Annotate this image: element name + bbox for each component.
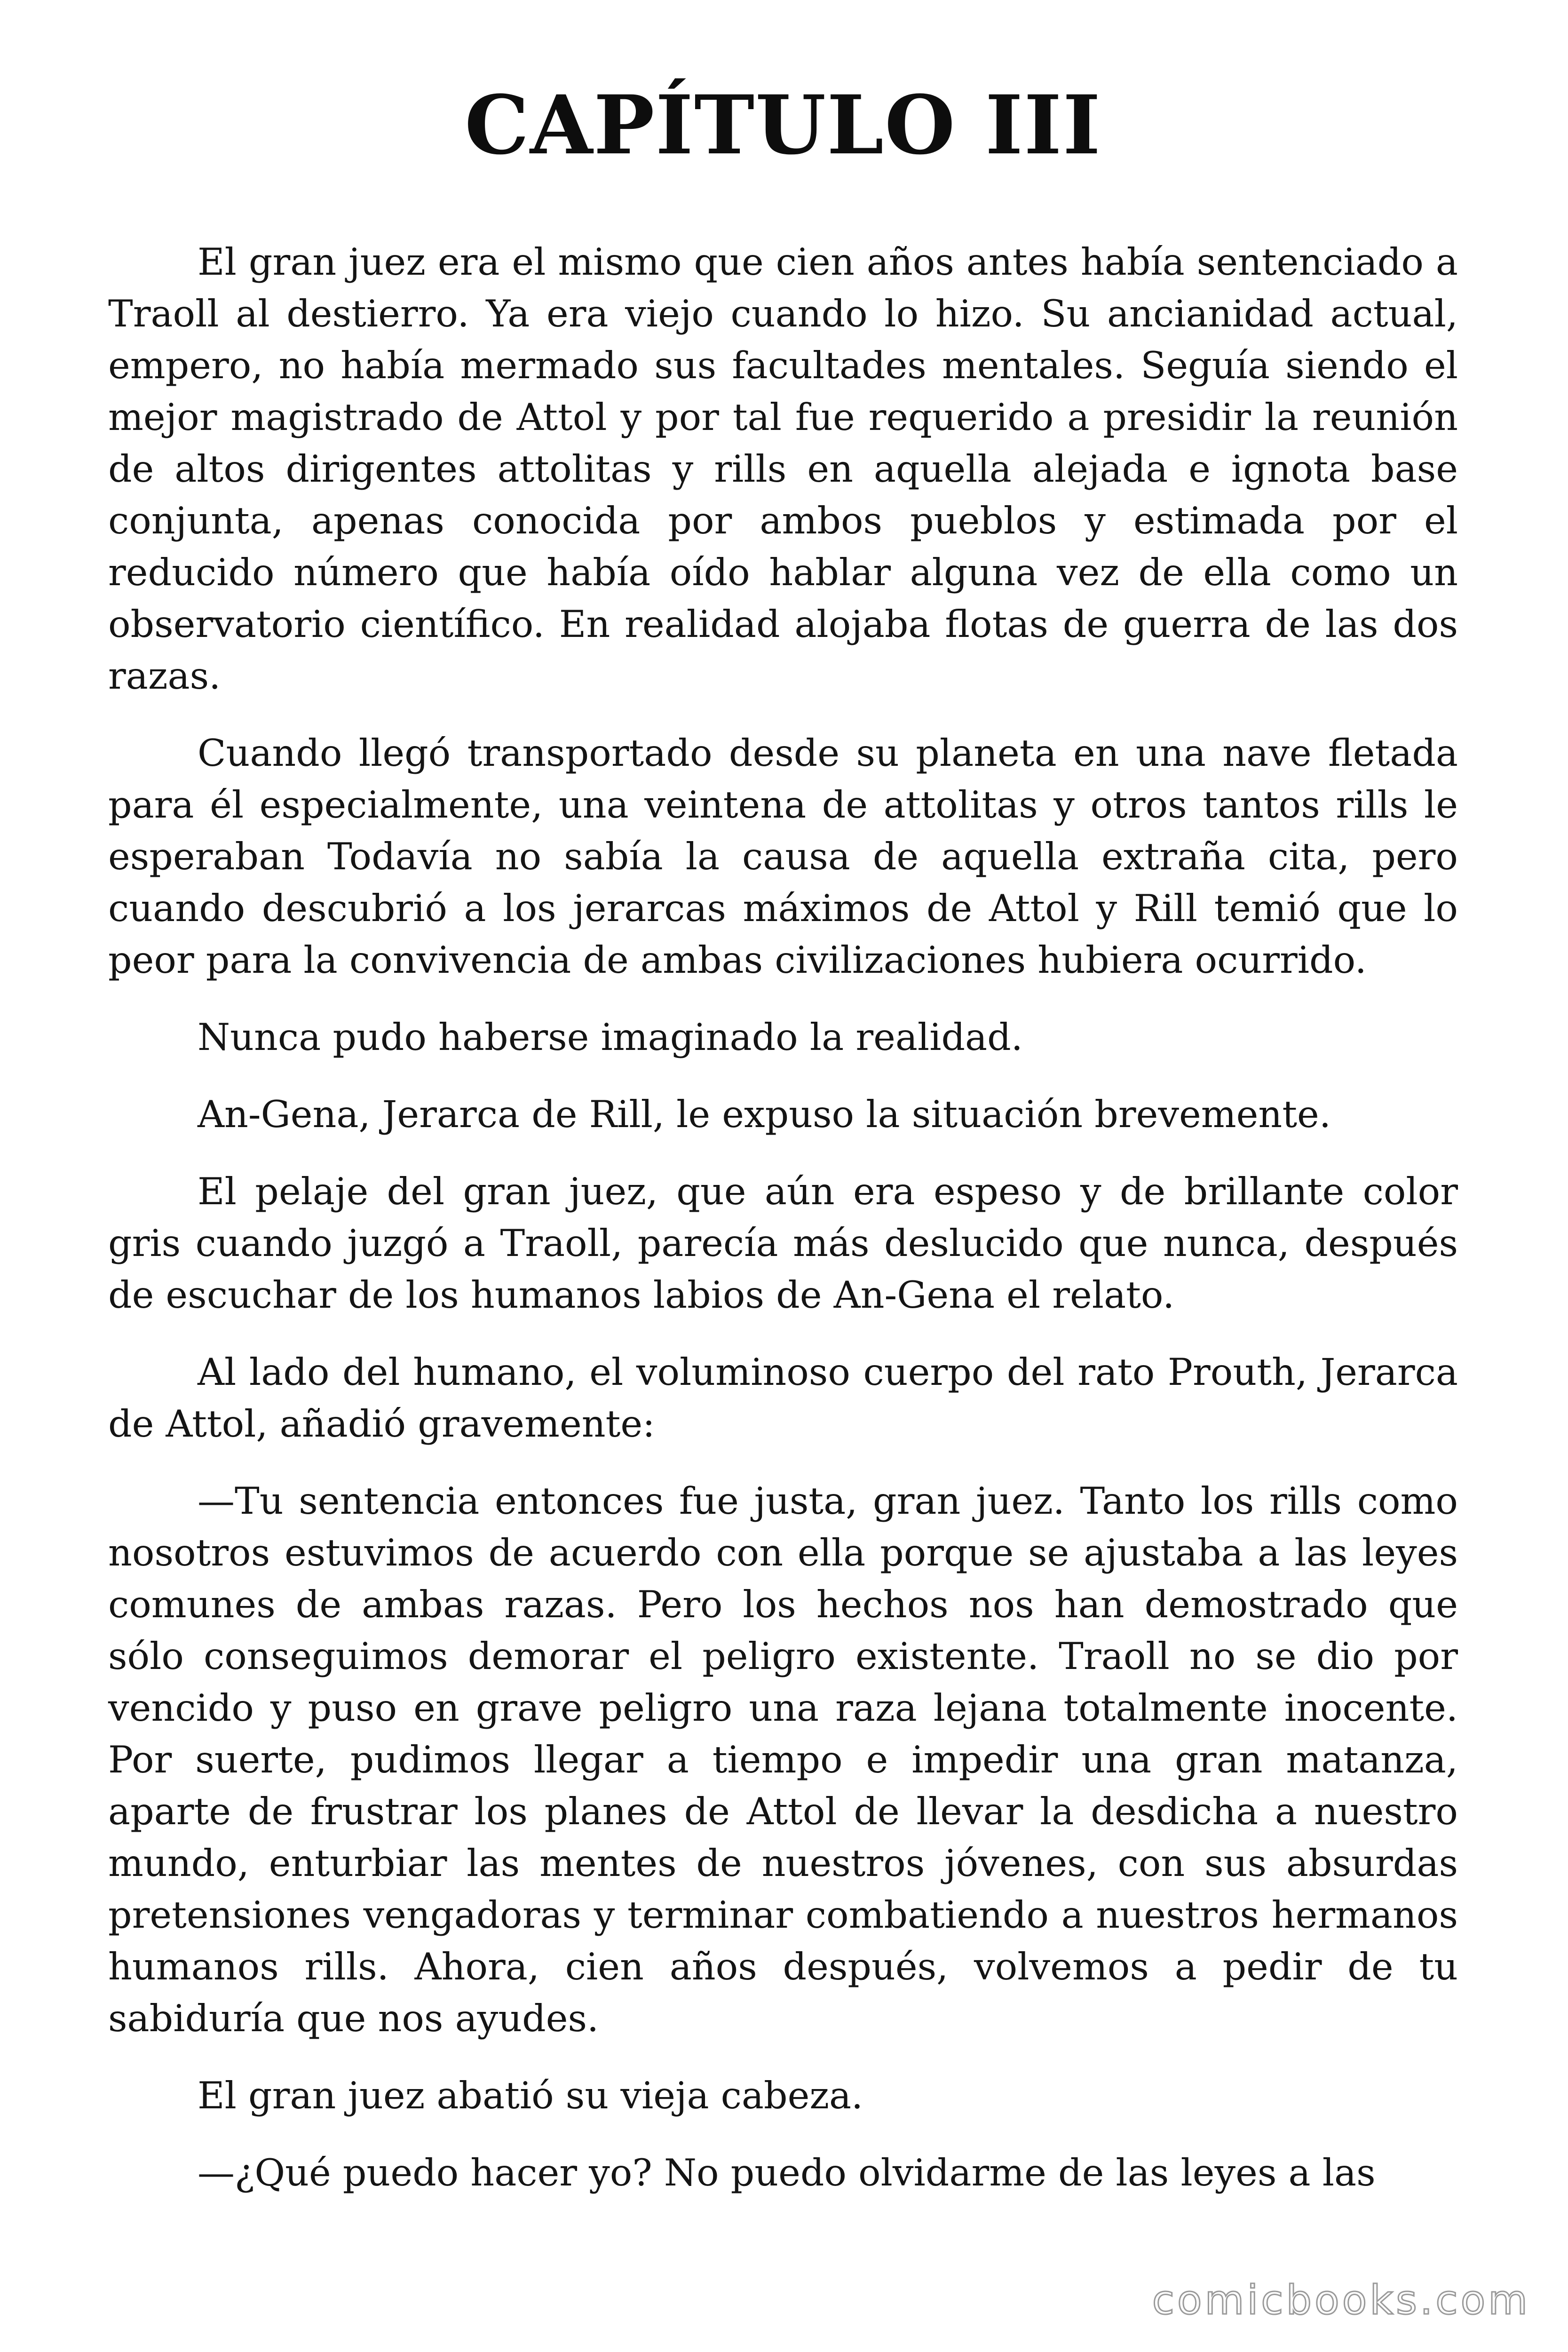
paragraph: El pelaje del gran juez, que aún era espeso y de brillante color gris cuando juzgó a Traoll, parecía más deslucido que nunca, después de escuchar de los humanos labios de An-Gena el relato. (108, 1170, 1458, 1317)
paragraph: —¿Qué puedo hacer yo? No puedo olvidarme de las leyes a las (198, 2151, 1376, 2194)
chapter-title: CAPÍTULO III (464, 77, 1102, 173)
paragraph: An-Gena, Jerarca de Rill, le expuso la situación brevemente. (198, 1093, 1331, 1136)
paragraph: El gran juez era el mismo que cien años antes había sentenciado a Traoll al destierro. Ya era viejo cuando lo hizo. Su ancianidad actual, empero, no había mermado sus facultades mentales. Seguía siendo el mejor magistrado de Attol y por tal fue requerido a presidir la reunión de altos dirigentes attolitas y rills en aquella alejada e ignota base conjunta, apenas conocida por ambos pueblos y estimada por el reducido número que había oído hablar alguna vez de ella como un observatorio científico. En realidad alojaba flotas de guerra de las dos razas. (108, 240, 1458, 698)
chapter-body (108, 236, 1458, 2199)
paragraph: El gran juez abatió su vieja cabeza. (198, 2074, 863, 2117)
book-page (108, 71, 1458, 2224)
paragraph: Al lado del humano, el voluminoso cuerpo del rato Prouth, Jerarca de Attol, añadió gravemente: (108, 1351, 1458, 1446)
paragraph: Cuando llegó transportado desde su planeta en una nave fletada para él especialmente, una veintena de attolitas y otros tantos rills le esperaban Todavía no sabía la causa de aquella extraña cita, pero cuando descubrió a los jerarcas máximos de Attol y Rill temió que lo peor para la convivencia de ambas civilizaciones hubiera ocurrido. (108, 731, 1458, 982)
paragraph: —Tu sentencia entonces fue justa, gran juez. Tanto los rills como nosotros estuvimos de acuerdo con ella porque se ajustaba a las leyes comunes de ambas razas. Pero los hechos nos han demostrado que sólo conseguimos demorar el peligro existente. Traoll no se dio por vencido y puso en grave peligro una raza lejana totalmente inocente. Por suerte, pudimos llegar a tiempo e impedir una gran matanza, aparte de frustrar los planes de Attol de llevar la desdicha a nuestro mundo, enturbiar las mentes de nuestros jóvenes, con sus absurdas pretensiones vengadoras y terminar combatiendo a nuestros hermanos humanos rills. Ahora, cien años después, volvemos a pedir de tu sabiduría que nos ayudes. (108, 1479, 1458, 2040)
site-watermark: comicbooks.com (1152, 2277, 1530, 2324)
paragraph: Nunca pudo haberse imaginado la realidad. (198, 1016, 1023, 1059)
